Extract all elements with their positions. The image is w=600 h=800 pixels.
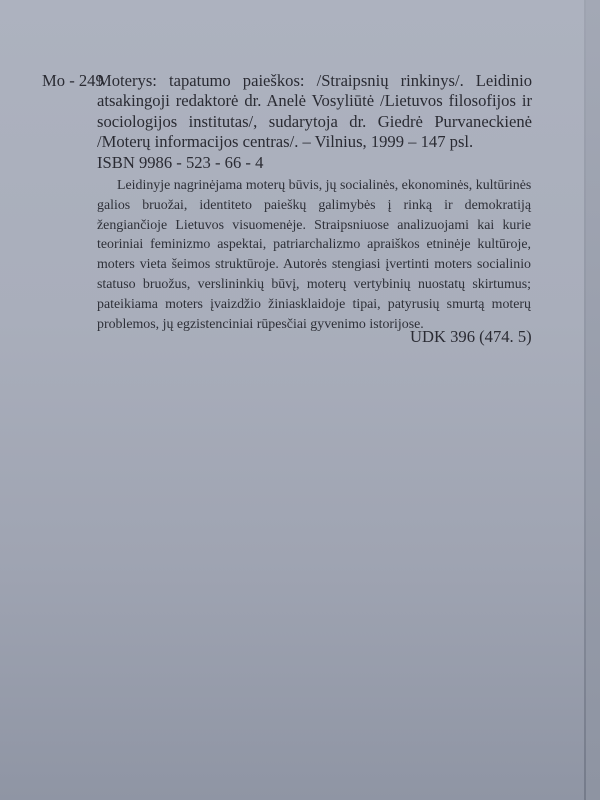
annotation-line: žengiančioje Lietuvos visuomenėje. Straipsniuose analizuojami kai kurie [97,217,531,233]
annotation-paragraph [97,176,531,334]
catalog-code: Mo - 249 [42,71,104,90]
bibliographic-line: atsakingoji redaktorė dr. Anelė Vosyliūtė /Lietuvos filosofijos ir [97,91,532,111]
isbn: ISBN 9986 - 523 - 66 - 4 [97,153,264,173]
annotation-line: pateikiama moters įvaizdžio žiniasklaidoje tipai, patyrusių smurtą moterų [97,296,531,312]
bibliographic-line: Moterys: tapatumo paieškos: /Straipsnių rinkinys/. Leidinio [97,71,532,90]
udk-classification: UDK 396 (474. 5) [410,327,532,346]
bibliographic-description [97,71,532,152]
annotation-line: statuso bruožus, verslininkių būvį, moterų vertybinių nuostatų skirtumus; [97,276,531,292]
page-edge-shadow [584,0,586,800]
catalog-entry [42,71,532,173]
bibliographic-line: sociologijos institutas/, sudarytoja dr. Giedrė Purvaneckienė [97,111,532,131]
annotation-line: problemos, jų egzistenciniai rūpesčiai gyvenimo istorijose. [97,316,424,332]
catalog-entry-main [42,71,532,152]
bibliographic-line: /Moterų informacijos centras/. – Vilnius, 1999 – 147 psl. [97,131,474,151]
annotation-line: galios bruožai, identiteto paieškų galimybės į rinką ir demokratiją [97,197,531,213]
page-background-edge [586,0,600,800]
annotation-line: moters vieta šeimos struktūroje. Autorės stengiasi įvertinti moters socialinio [97,257,531,273]
annotation-line: Leidinyje nagrinėjama moterų būvis, jų socialinės, ekonominės, kultūrinės [117,178,532,193]
annotation-line: teoriniai feminizmo aspektai, patriarchalizmo apraiškos etninėje kultūroje, [97,237,531,253]
